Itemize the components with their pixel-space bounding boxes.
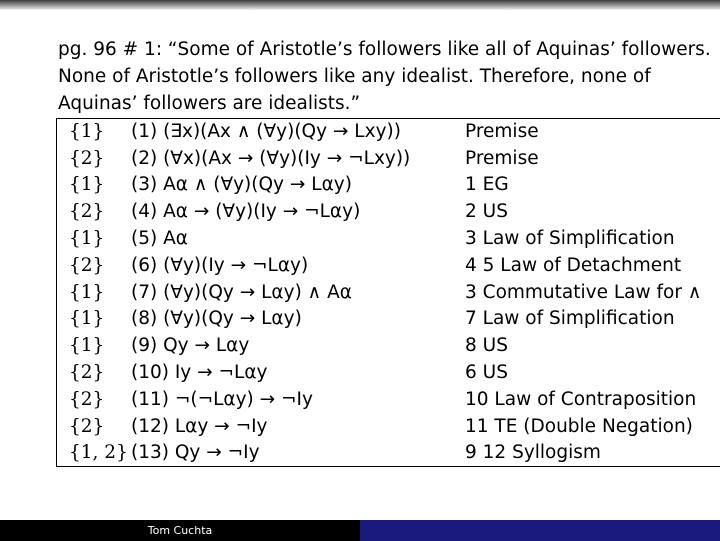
proof-deps: {1} [69,228,105,250]
proof-just: Premise [465,120,539,142]
proof-row [57,332,720,359]
exercise-statement: pg. 96 # 1: “Some of Aristotle’s followers like all of Aquinas’ followers. None of Aristotle’s followers like any idealist. Therefore, none of Aquinas’ followers are idealists.” [58,39,711,114]
proof-stmt: (4) Aα → (∀y)(Iy → ¬Lαy) [131,201,361,223]
proof-stmt: (1) (∃x)(Ax ∧ (∀y)(Qy → Lxy)) [131,120,401,142]
proof-deps: {2} [69,362,105,384]
proof-just: 6 US [465,362,508,384]
proof-row [57,279,720,306]
proof-just: Premise [465,147,539,169]
proof-deps: {2} [69,388,105,410]
proof-stmt: (3) Aα ∧ (∀y)(Qy → Lαy) [131,174,352,196]
proof-row [57,359,720,386]
proof-just: 4 5 Law of Detachment [465,254,682,276]
proof-row [57,172,720,199]
slide-content [58,36,720,117]
proof-top-rule [57,118,720,119]
proof-row [57,145,720,172]
proof-row [57,413,720,440]
proof-stmt: (2) (∀x)(Ax → (∀y)(Iy → ¬Lxy)) [131,147,411,169]
proof-deps: {2} [69,254,105,276]
proof-just: 9 12 Syllogism [465,442,601,464]
proof-row [57,386,720,413]
proof-row [57,252,720,279]
proof-stmt: (12) Lαy → ¬Iy [131,415,268,437]
footer-bar [0,520,720,541]
proof-just: 7 Law of Simplification [465,308,675,330]
proof-stmt: (8) (∀y)(Qy → Lαy) [131,308,302,330]
proof-deps: {1} [69,120,105,142]
proof-table [56,118,720,467]
proof-row [57,440,720,467]
proof-stmt: (10) Iy → ¬Lαy [131,362,268,384]
proof-stmt: (11) ¬(¬Lαy) → ¬Iy [131,388,313,410]
proof-row [57,225,720,252]
proof-just: 8 US [465,335,508,357]
proof-just: 2 US [465,201,508,223]
proof-deps: {1} [69,308,105,330]
proof-deps: {2} [69,147,105,169]
proof-deps: {1} [69,174,105,196]
proof-stmt: (5) Aα [131,228,188,250]
proof-deps: {2} [69,201,105,223]
proof-row [57,118,720,145]
proof-row [57,198,720,225]
proof-just: 11 TE (Double Negation) [465,415,693,437]
proof-deps: {1} [69,335,105,357]
footer-author: Tom Cuchta [0,520,360,541]
proof-just: 1 EG [465,174,509,196]
proof-stmt: (7) (∀y)(Qy → Lαy) ∧ Aα [131,281,352,303]
top-gradient-bar [0,0,720,10]
proof-stmt: (13) Qy → ¬Iy [131,442,260,464]
proof-row [57,306,720,333]
proof-deps: {2} [69,415,105,437]
proof-just: 10 Law of Contraposition [465,388,697,410]
proof-deps: {1, 2} [69,442,128,464]
proof-stmt: (9) Qy → Lαy [131,335,250,357]
footer-right-panel [360,520,720,541]
proof-just: 3 Law of Simplification [465,228,675,250]
proof-deps: {1} [69,281,105,303]
proof-stmt: (6) (∀y)(Iy → ¬Lαy) [131,254,309,276]
proof-just: 3 Commutative Law for ∧ [465,281,702,303]
